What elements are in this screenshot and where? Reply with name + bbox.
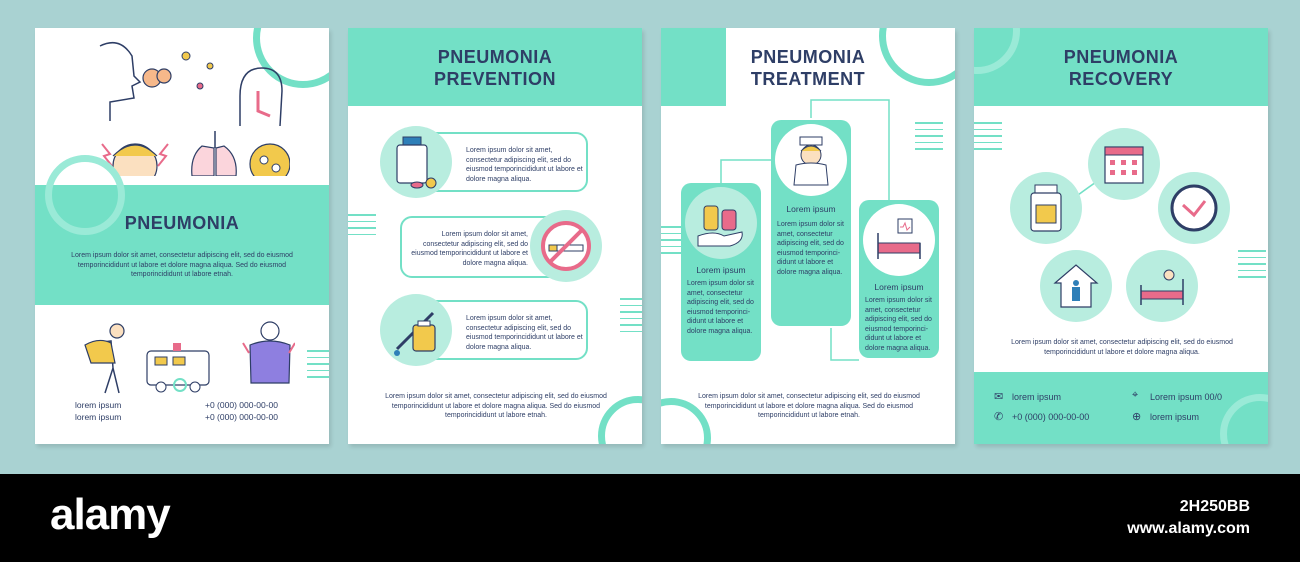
title-line: RECOVERY bbox=[1068, 69, 1174, 89]
contact-phone: +0 (000) 000-00-00 bbox=[205, 400, 279, 410]
card-heading: Lorem ipsum bbox=[874, 282, 924, 292]
footer-text: Lorem ipsum dolor sit amet, consectetur adipiscing elit, sed do eiusmod temporincididunt ut labore et dolore magna aliqua. Sed do eiusmod temporincididunt ut labore etnah. bbox=[385, 393, 607, 419]
title-line: PNEUMONIA bbox=[1063, 47, 1179, 67]
title-line: PNEUMONIA bbox=[437, 47, 553, 67]
sick-person-icon bbox=[110, 324, 124, 338]
lungs-icon bbox=[192, 146, 214, 176]
title-band bbox=[974, 28, 1268, 106]
email-icon: ✉ bbox=[994, 391, 1004, 403]
title-line: TREATMENT bbox=[750, 69, 866, 89]
intro-text: Lorem ipsum dolor sit amet, consectetur adipiscing elit, sed do eiusmod temporincididunt ut labore et dolore magna aliqua. Sed do eiusmod temporincididunt ut labore etnah. bbox=[71, 252, 293, 278]
chest-pain-person-icon bbox=[261, 322, 279, 340]
treatment-card bbox=[859, 200, 939, 358]
resting-in-bed-icon bbox=[1126, 250, 1198, 322]
address-text: Lorem ipsum 00/0 bbox=[1150, 392, 1223, 402]
medication-hand-icon bbox=[685, 187, 757, 259]
location-pin-icon: ⌖ bbox=[1132, 389, 1139, 401]
decor-dot bbox=[173, 378, 187, 392]
website-text: lorem ipsum bbox=[1150, 412, 1200, 422]
title-band bbox=[348, 28, 642, 106]
footer-text: Lorem ipsum dolor sit amet, consectetur adipiscing elit, sed do eiusmod temporincididunt ut labore et dolore magna aliqua. Sed do eiusmod temporincididunt ut labore etnah. bbox=[698, 393, 920, 419]
globe-icon: ⊕ bbox=[1132, 411, 1142, 423]
image-id: 2H250BB bbox=[1179, 498, 1250, 515]
title-line: PNEUMONIA bbox=[750, 47, 866, 67]
info-text: Lorem ipsum dolor sit amet, consectetur adipiscing elit, sed do eiusmod temporincididunt ut labore et dolore magna aliqua. bbox=[411, 231, 528, 267]
watermark-bar bbox=[0, 474, 1300, 562]
medicine-icon bbox=[380, 126, 452, 198]
watermark-url: www.alamy.com bbox=[1127, 520, 1250, 537]
brochure-page-recovery bbox=[974, 28, 1268, 444]
phone-icon: ✆ bbox=[994, 411, 1004, 423]
decor-stripes bbox=[974, 122, 1002, 155]
info-text: Lorem ipsum dolor sit amet, consectetur adipiscing elit, sed do eiusmod temporincididunt ut labore et dolore magna aliqua. bbox=[466, 315, 583, 351]
contact-label: lorem ipsum bbox=[75, 412, 122, 422]
treatment-card bbox=[771, 120, 851, 326]
card-heading: Lorem ipsum bbox=[696, 265, 746, 275]
clock-icon bbox=[1158, 172, 1230, 244]
no-smoking-icon bbox=[530, 210, 602, 282]
alamy-logo: alamy bbox=[50, 490, 170, 539]
title-line: PREVENTION bbox=[433, 69, 557, 89]
treatment-card bbox=[681, 183, 761, 361]
virus-icon bbox=[250, 144, 290, 176]
card-text: Lorem ipsum dolor sit amet, consectetur adipiscing elit, sed do eiusmod temporinci-didunt ut labore et dolore magna aliqua. bbox=[777, 221, 844, 276]
page-title bbox=[974, 46, 1268, 90]
home-icon bbox=[1040, 250, 1112, 322]
info-text: Lorem ipsum dolor sit amet, consectetur adipiscing elit, sed do eiusmod temporincididunt ut labore et dolore magna aliqua. bbox=[466, 147, 583, 183]
medicine-bottle-icon bbox=[1010, 172, 1082, 244]
brochure-page-pneumonia bbox=[35, 28, 329, 444]
vaccine-icon bbox=[380, 294, 452, 366]
coughing-person-icon bbox=[100, 43, 140, 121]
card-heading: Lorem ipsum bbox=[786, 204, 836, 214]
contact-label: lorem ipsum bbox=[75, 400, 122, 410]
title-band bbox=[35, 185, 329, 305]
infected-person-icon bbox=[240, 68, 282, 126]
calendar-icon bbox=[1088, 128, 1160, 200]
hospital-bed-icon bbox=[863, 204, 935, 276]
nurse-icon bbox=[775, 124, 847, 196]
card-text: Lorem ipsum dolor sit amet, consectetur adipiscing elit, sed do eiusmod temporinci-didunt ut labore et dolore magna aliqua. bbox=[865, 297, 932, 352]
contact-phone: +0 (000) 000-00-00 bbox=[205, 412, 279, 422]
symptom-illustrations bbox=[90, 36, 290, 176]
brochure-page-treatment bbox=[661, 28, 955, 444]
page-title bbox=[348, 46, 642, 90]
decor-ring bbox=[1220, 394, 1268, 444]
intro-text: Lorem ipsum dolor sit amet, consectetur adipiscing elit, sed do eiusmod temporincididunt ut labore et dolore magna aliqua. bbox=[1011, 339, 1233, 356]
email-text: lorem ipsum bbox=[1012, 392, 1062, 402]
decor-stripes bbox=[620, 298, 642, 337]
contact-band bbox=[974, 372, 1268, 444]
phone-text: +0 (000) 000-00-00 bbox=[1012, 412, 1090, 422]
page-title: PNEUMONIA bbox=[124, 213, 240, 233]
decor-stripes bbox=[1238, 250, 1266, 283]
brochure-page-prevention bbox=[348, 28, 642, 444]
card-text: Lorem ipsum dolor sit amet, consectetur adipiscing elit, sed do eiusmod temporinci-didunt ut labore et dolore magna aliqua. bbox=[687, 280, 754, 335]
decor-stripes bbox=[307, 350, 329, 383]
decor-stripes bbox=[348, 214, 376, 240]
